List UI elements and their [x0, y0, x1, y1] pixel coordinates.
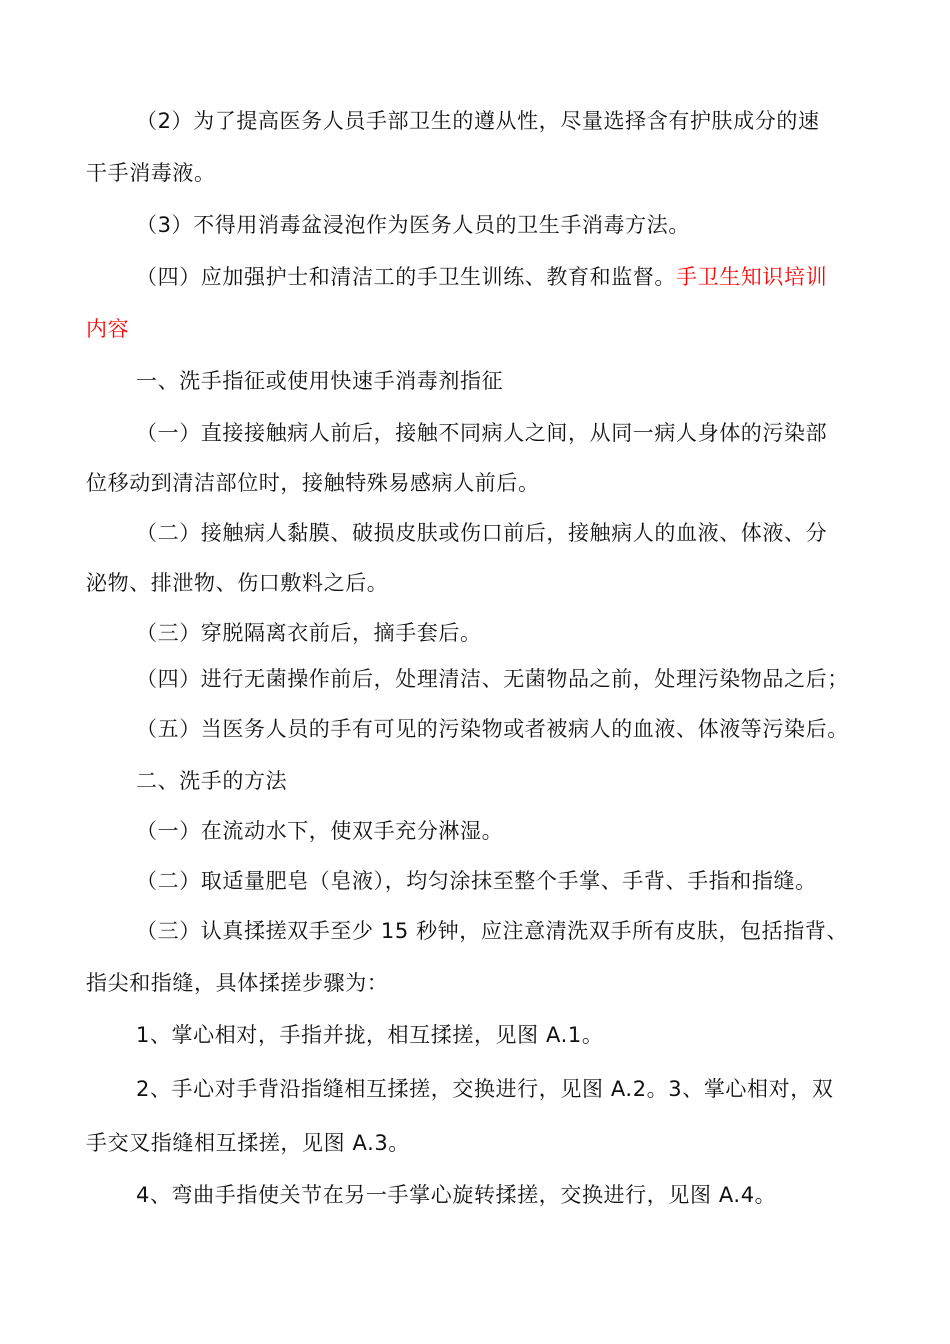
step-1: 1、掌心相对，手指并拢，相互揉搓，见图 A.1。	[136, 1023, 604, 1047]
section-2-item-2: （二）取适量肥皂（皂液），均匀涂抹至整个手掌、手背、手指和指缝。	[136, 869, 817, 893]
paragraph-4-text: （四）应加强护士和清洁工的手卫生训练、教育和监督。	[136, 265, 676, 289]
section-1-item-5: （五）当医务人员的手有可见的污染物或者被病人的血液、体液等污染后。	[136, 717, 849, 741]
paragraph-3-line-1: （3）不得用消毒盆浸泡作为医务人员的卫生手消毒方法。	[136, 213, 690, 237]
section-1-item-2-line-2: 泌物、排泄物、伤口敷料之后。	[86, 571, 389, 595]
section-2-item-1: （一）在流动水下，使双手充分淋湿。	[136, 819, 504, 843]
section-1-heading: 一、洗手指征或使用快速手消毒剂指征	[136, 369, 504, 393]
training-title-red-continued: 内容	[86, 317, 130, 341]
step-2-line-1: 2、手心对手背沿指缝相互揉搓，交换进行，见图 A.2。3、掌心相对，双	[136, 1077, 834, 1101]
step-4: 4、弯曲手指使关节在另一手掌心旋转揉搓，交换进行，见图 A.4。	[136, 1183, 777, 1207]
section-2-heading: 二、洗手的方法	[136, 769, 288, 793]
section-1-item-2-line-1: （二）接触病人黏膜、破损皮肤或伤口前后，接触病人的血液、体液、分	[136, 521, 828, 545]
paragraph-2-line-2: 干手消毒液。	[86, 161, 216, 185]
training-title-red: 手卫生知识培训	[676, 265, 828, 289]
section-1-item-1-line-1: （一）直接接触病人前后，接触不同病人之间，从同一病人身体的污染部	[136, 421, 828, 445]
step-2-line-2: 手交叉指缝相互揉搓，见图 A.3。	[86, 1131, 410, 1155]
section-2-item-3-line-1: （三）认真揉搓双手至少 15 秒钟，应注意清洗双手所有皮肤，包括指背、	[136, 919, 849, 943]
section-2-item-3-line-2: 指尖和指缝，具体揉搓步骤为：	[86, 971, 389, 995]
paragraph-4-line-1	[136, 262, 827, 292]
section-1-item-3: （三）穿脱隔离衣前后，摘手套后。	[136, 621, 482, 645]
section-1-item-4: （四）进行无菌操作前后，处理清洁、无菌物品之前，处理污染物品之后；	[136, 667, 849, 691]
paragraph-2-line-1: （2）为了提高医务人员手部卫生的遵从性，尽量选择含有护肤成分的速	[136, 109, 820, 133]
section-1-item-1-line-2: 位移动到清洁部位时，接触特殊易感病人前后。	[86, 471, 540, 495]
